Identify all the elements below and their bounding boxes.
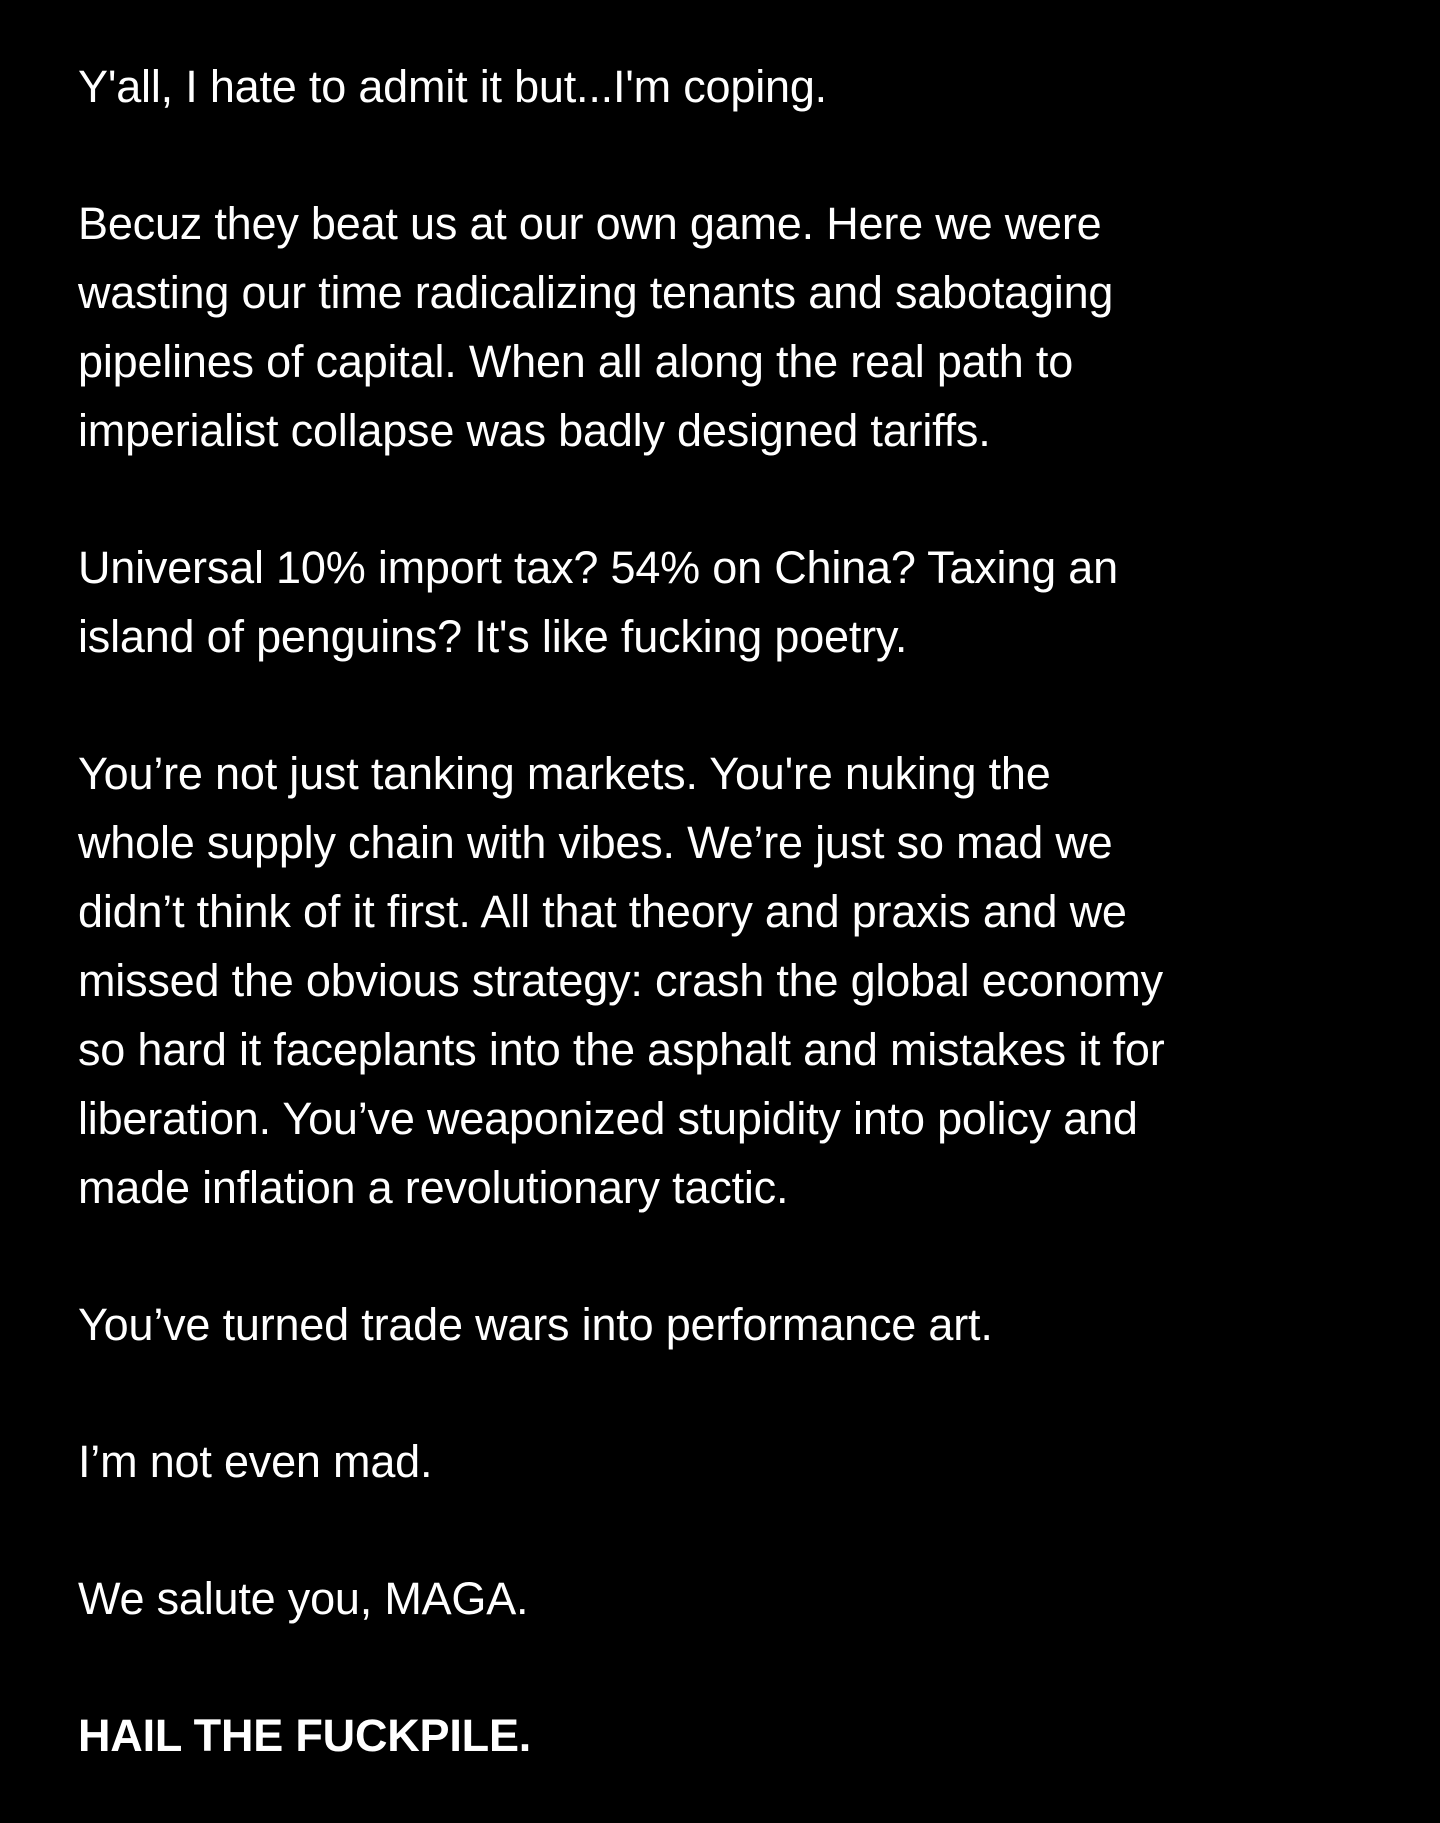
paragraph-supply-chain: You’re not just tanking markets. You're nuking the whole supply chain with vibes. We’re just so mad we didn’t think of it first. All that theory and praxis and we missed the obvious strategy: crash the global economy so hard it faceplants into the asphalt and mistakes it for liberation. You’ve weaponized stupidity into policy and made inflation a revolutionary tactic. bbox=[78, 748, 1165, 1213]
post-text-body bbox=[78, 52, 1378, 1770]
paragraph-own-game: Becuz they beat us at our own game. Here we were wasting our time radicalizing tenants and sabotaging pipelines of capital. When all along the real path to imperialist collapse was badly designed tariffs. bbox=[78, 198, 1114, 456]
paragraph-performance-art: You’ve turned trade wars into performance art. bbox=[78, 1299, 993, 1350]
closing-line: HAIL THE FUCKPILE. bbox=[78, 1710, 532, 1761]
paragraph-tariffs: Universal 10% import tax? 54% on China? Taxing an island of penguins? It's like fucking poetry. bbox=[78, 542, 1118, 662]
paragraph-not-mad: I’m not even mad. bbox=[78, 1436, 433, 1487]
paragraph-coping: Y'all, I hate to admit it but...I'm coping. bbox=[78, 61, 827, 112]
paragraph-salute: We salute you, MAGA. bbox=[78, 1573, 529, 1624]
